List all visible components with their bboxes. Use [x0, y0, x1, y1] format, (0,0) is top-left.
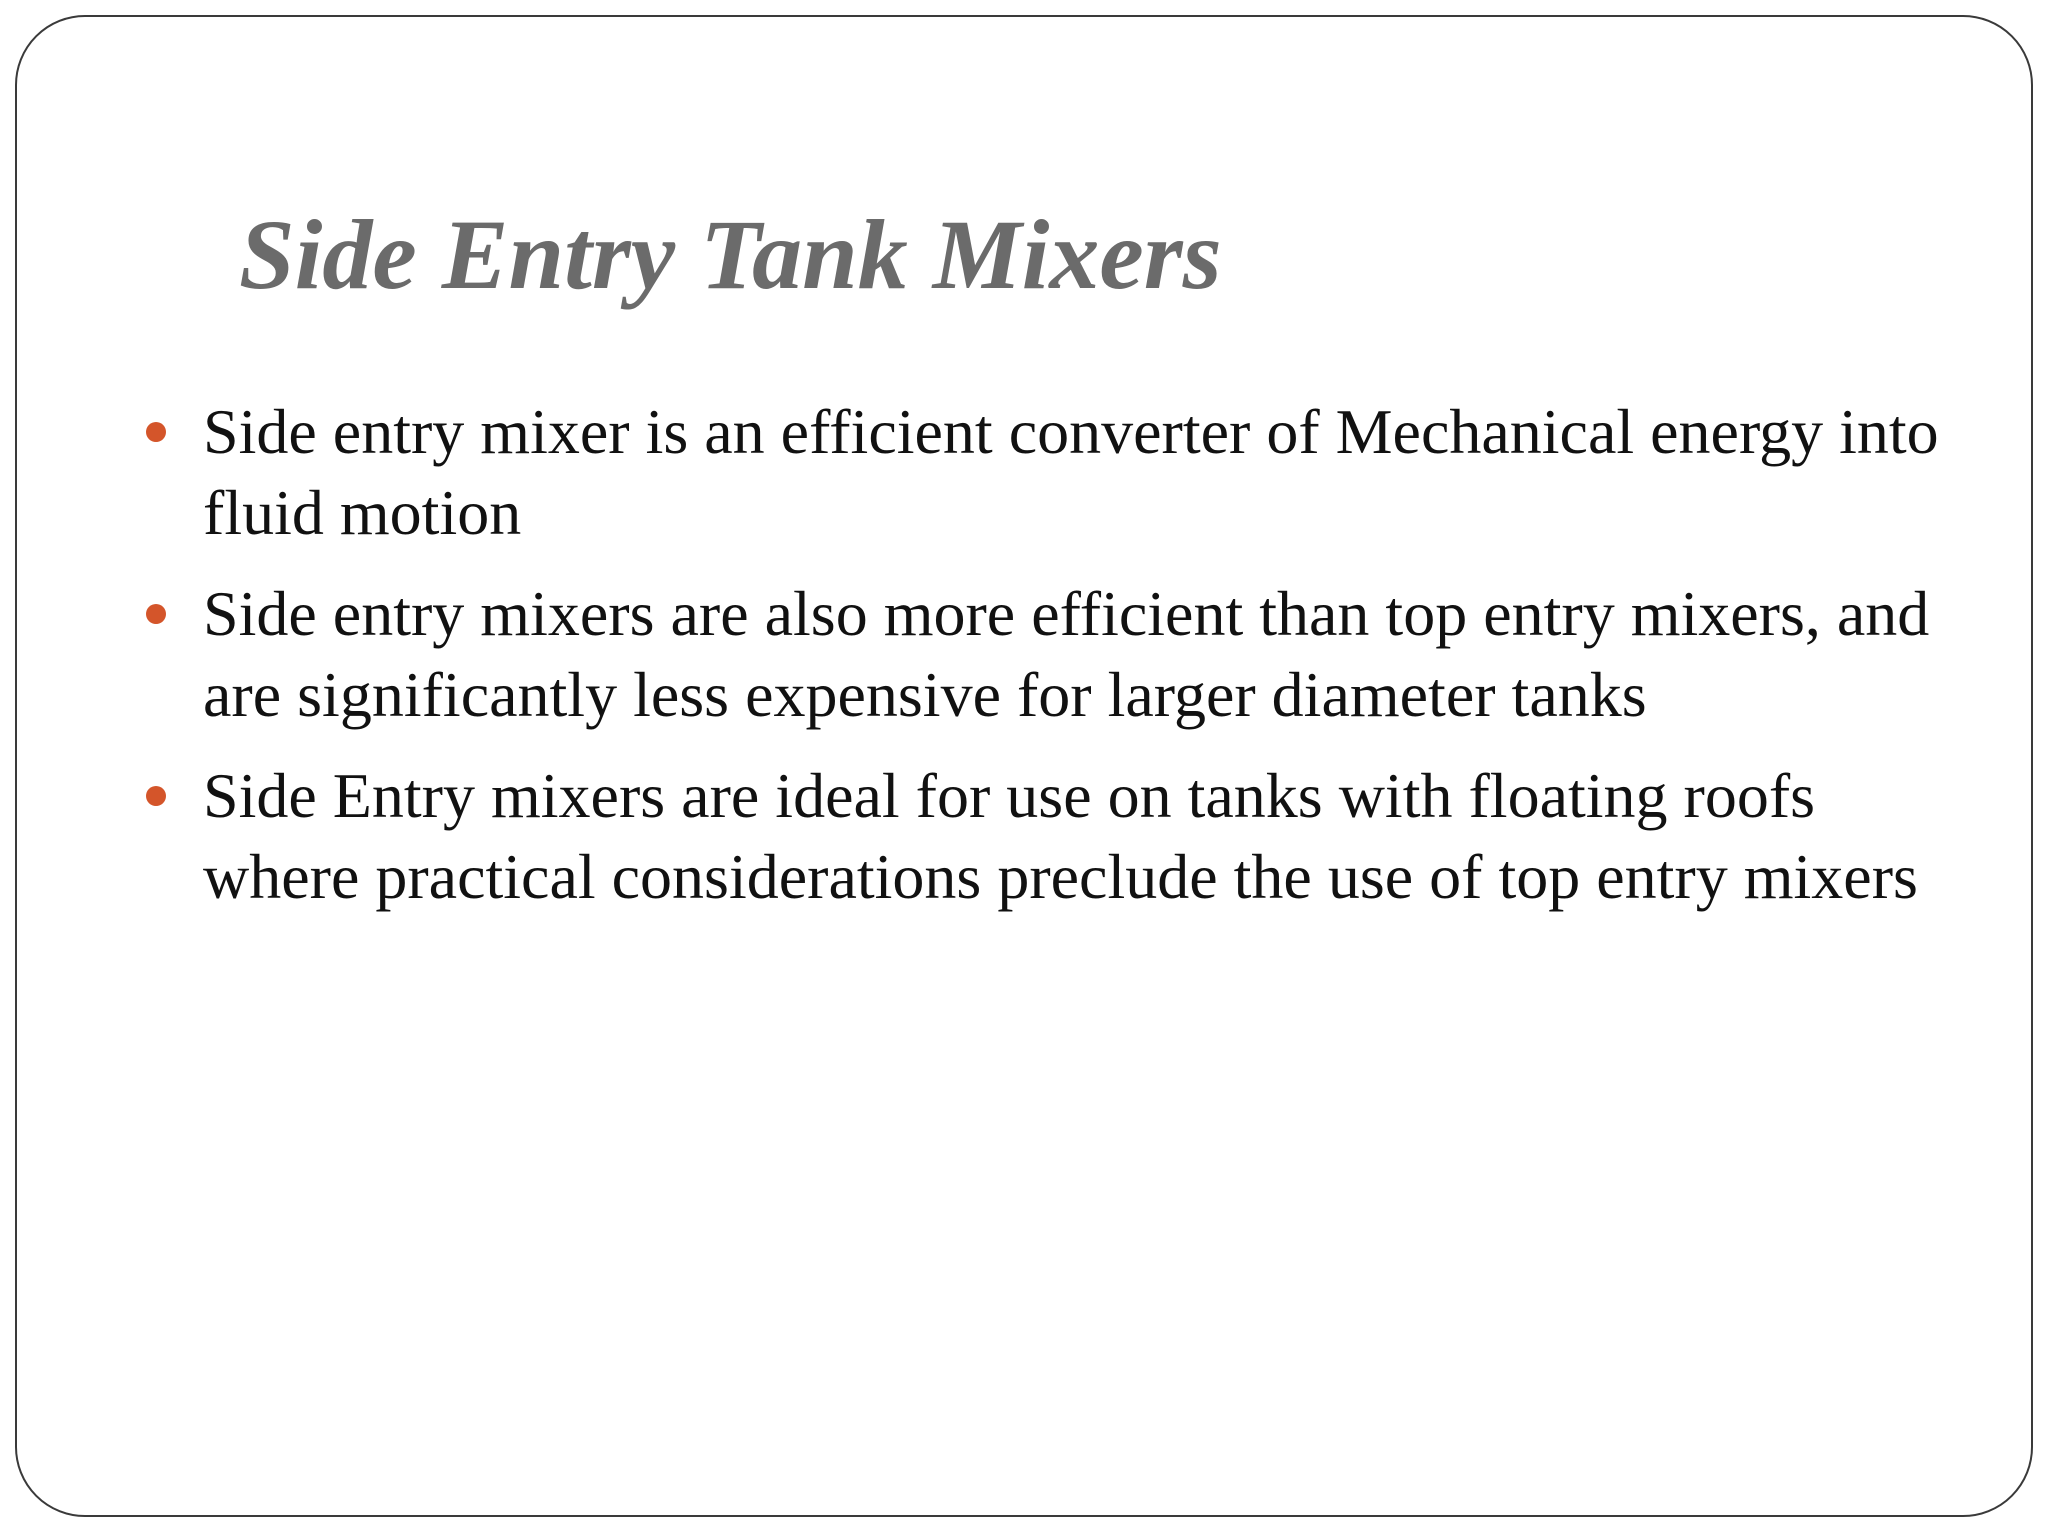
bullet-text: Side entry mixers are also more efficient than top entry mixers, and are significantly less expensive for larger diameter tanks — [203, 578, 1930, 730]
bullet-text: Side Entry mixers are ideal for use on tanks with floating roofs where practical considerations preclude the use of top entry mixers — [203, 760, 1918, 912]
bullet-item — [143, 391, 1983, 553]
slide — [15, 15, 2033, 1517]
bullet-item — [143, 573, 1983, 735]
bullet-text: Side entry mixer is an efficient converter of Mechanical energy into fluid motion — [203, 396, 1939, 548]
slide-title: Side Entry Tank Mixers — [239, 199, 1222, 310]
bullet-dot-icon — [146, 422, 166, 442]
bullet-dot-icon — [146, 786, 166, 806]
bullet-item — [143, 755, 1983, 917]
bullet-list — [143, 391, 1983, 937]
bullet-dot-icon — [146, 604, 166, 624]
